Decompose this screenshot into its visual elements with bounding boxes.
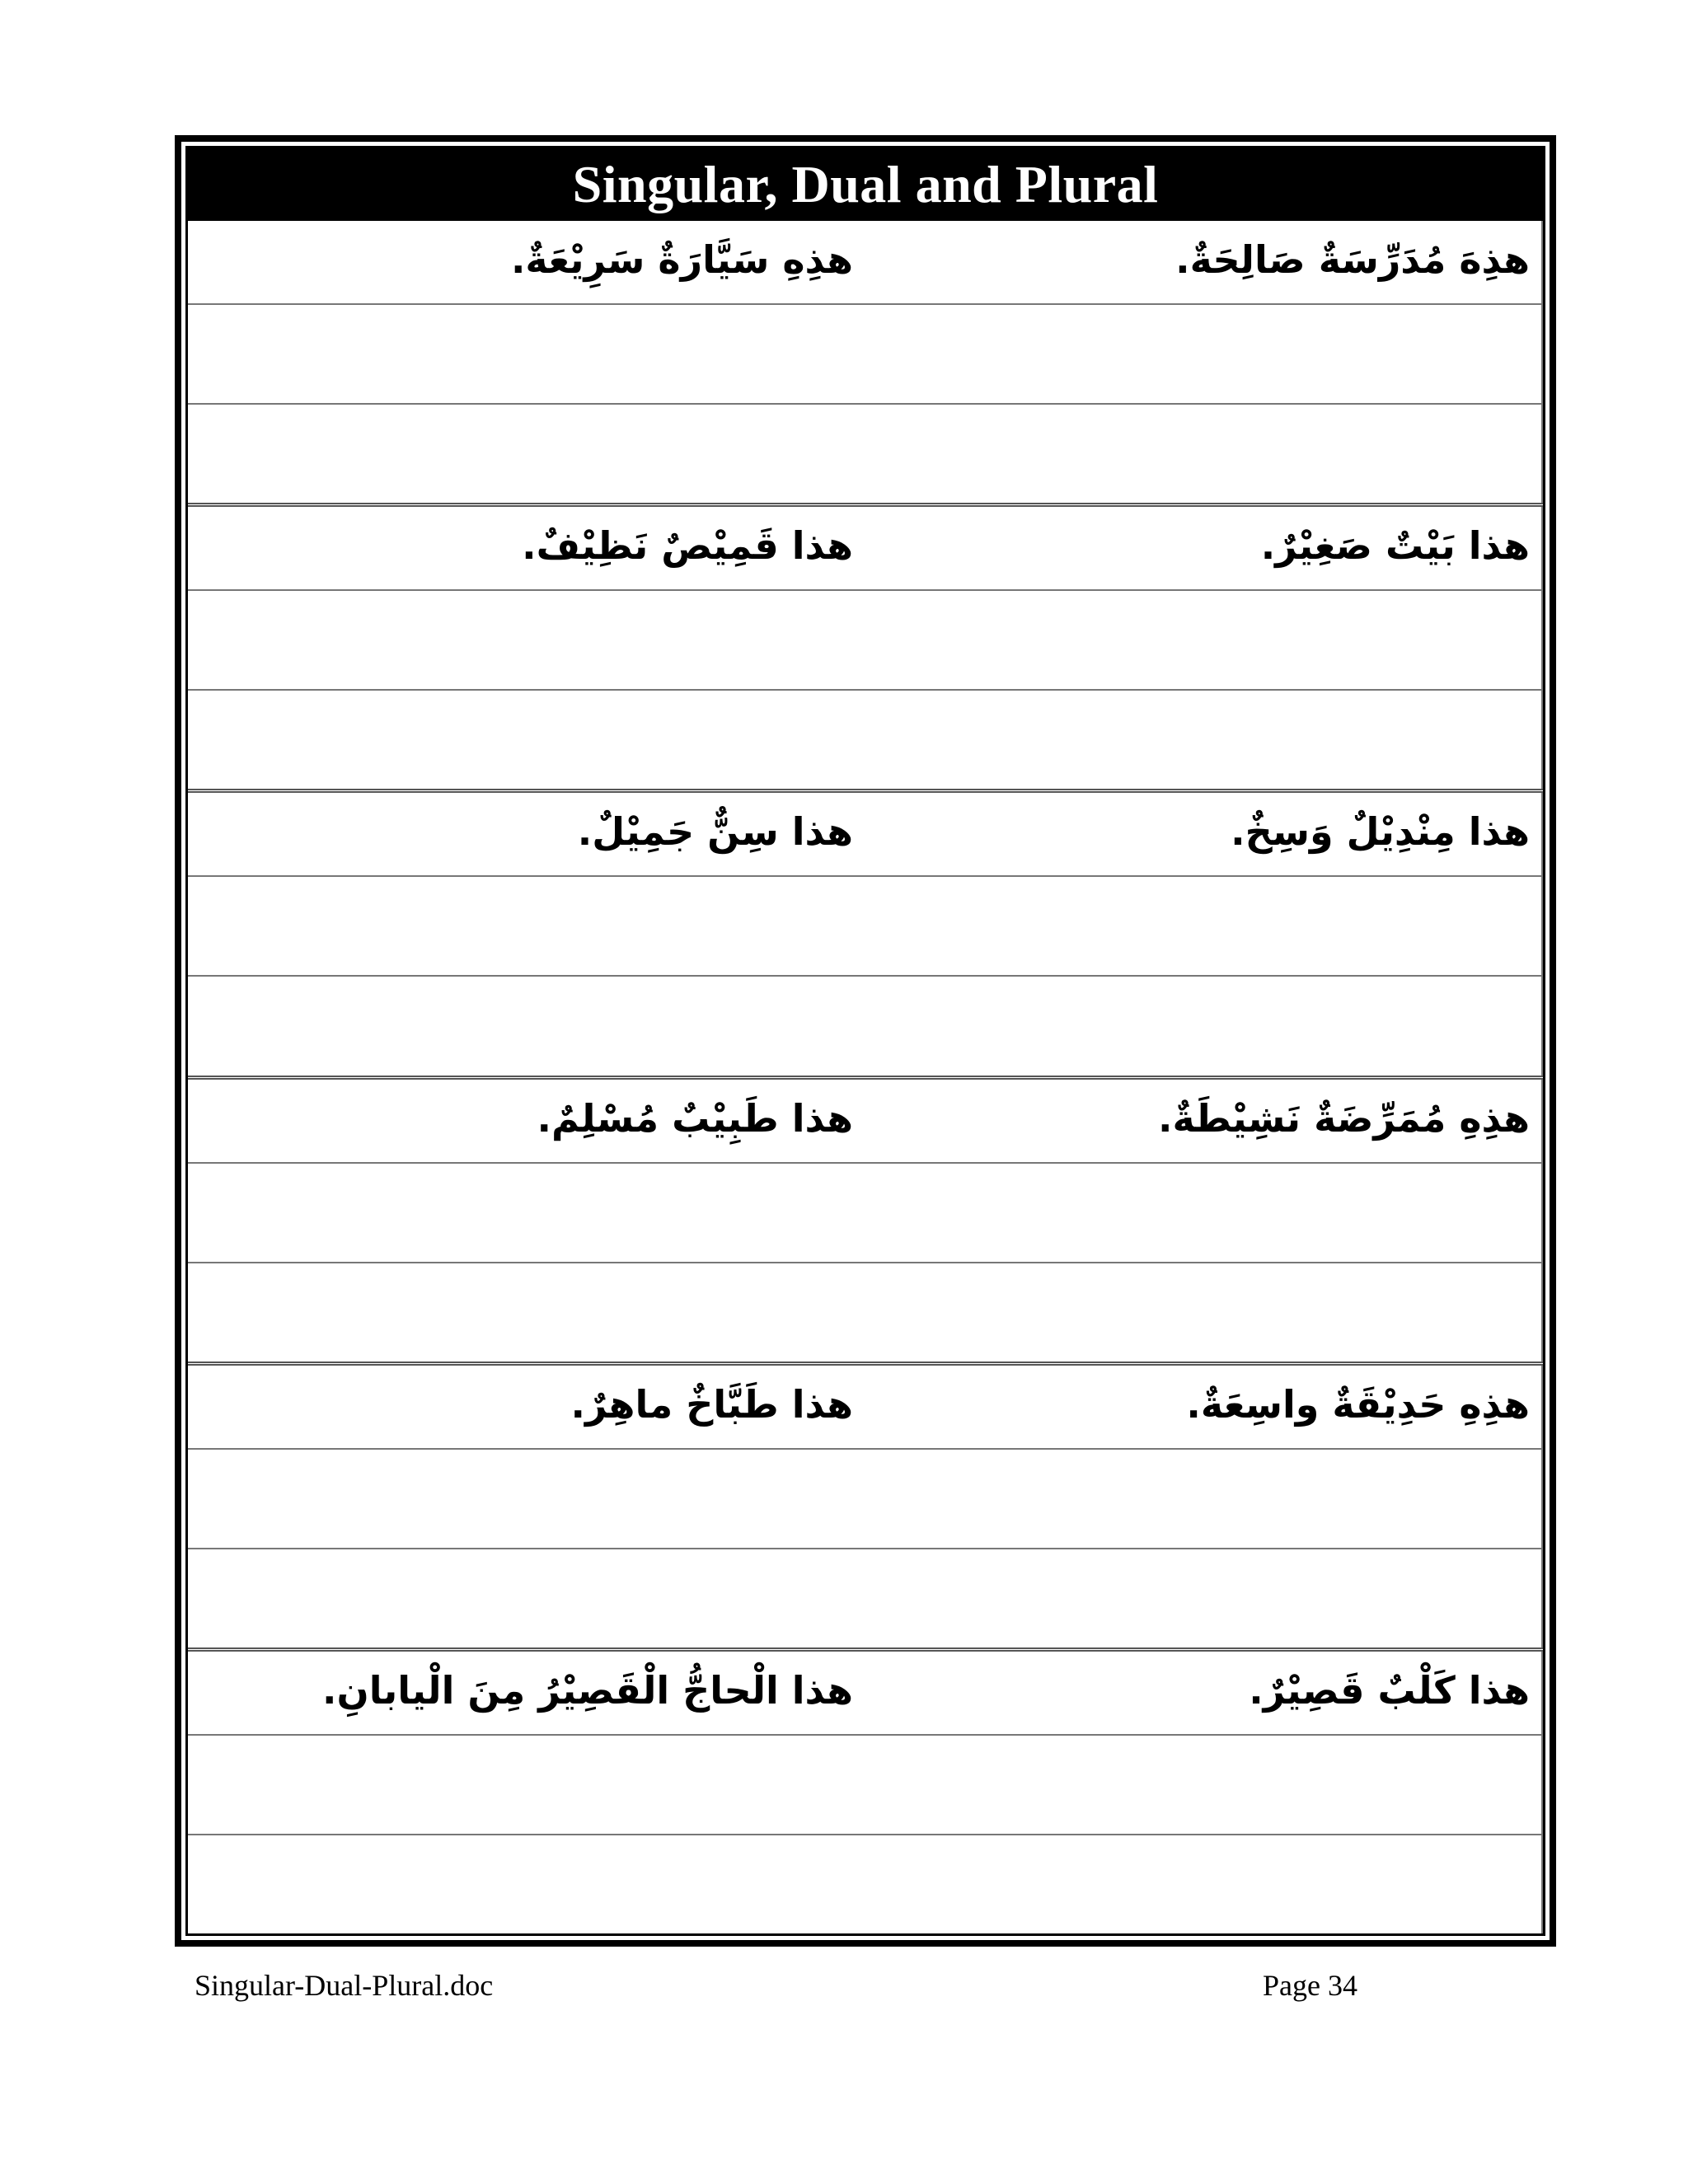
left-answer-cell[interactable] — [188, 405, 865, 503]
answer-row-dual — [188, 1448, 1543, 1548]
right-sentence-cell: هذا كَلْبٌ قَصِيْرٌ. — [865, 1652, 1543, 1734]
answer-row-plural — [188, 1262, 1543, 1361]
left-answer-cell[interactable] — [188, 1164, 865, 1262]
prompt-row — [188, 1366, 1543, 1448]
sentence-group-3 — [188, 789, 1543, 1075]
right-sentence-cell: هذِهَ مُدَرِّسَةٌ صَالِحَةٌ. — [865, 221, 1543, 303]
prompt-row — [188, 507, 1543, 589]
answer-row-plural — [188, 1548, 1543, 1647]
answer-row-dual — [188, 1162, 1543, 1262]
footer-filename: Singular-Dual-Plural.doc — [195, 1969, 494, 2002]
sentence-group-1 — [188, 221, 1543, 503]
sentence-group-6 — [188, 1647, 1543, 1933]
right-sentence-cell: هذا بَيْتٌ صَغِيْرٌ. — [865, 507, 1543, 589]
right-answer-cell[interactable] — [865, 1450, 1543, 1548]
right-answer-cell[interactable] — [865, 405, 1543, 503]
right-answer-cell[interactable] — [865, 305, 1543, 403]
answer-row-dual — [188, 303, 1543, 403]
right-answer-cell[interactable] — [865, 1835, 1543, 1933]
worksheet-inner-frame — [185, 146, 1545, 1936]
right-answer-cell[interactable] — [865, 591, 1543, 689]
sentence-group-4 — [188, 1076, 1543, 1361]
right-answer-cell[interactable] — [865, 1736, 1543, 1834]
prompt-row — [188, 1652, 1543, 1734]
right-answer-cell[interactable] — [865, 1164, 1543, 1262]
answer-row-plural — [188, 1834, 1543, 1933]
answer-row-plural — [188, 689, 1543, 789]
left-sentence-cell: هذا قَمِيْصٌ نَظِيْفٌ. — [522, 523, 853, 569]
right-answer-cell[interactable] — [865, 1263, 1543, 1361]
left-sentence-cell: هذا طَبَّاخٌ ماهِرٌ. — [570, 1381, 853, 1427]
left-answer-cell[interactable] — [188, 1835, 865, 1933]
worksheet-title: Singular, Dual and Plural — [188, 148, 1543, 221]
left-sentence-cell: هذا طَبِيْبٌ مُسْلِمٌ. — [537, 1095, 853, 1141]
answer-row-dual — [188, 1734, 1543, 1834]
answer-row-plural — [188, 975, 1543, 1075]
right-answer-cell[interactable] — [865, 977, 1543, 1075]
prompt-row — [188, 221, 1543, 303]
left-answer-cell[interactable] — [188, 1736, 865, 1834]
left-answer-cell[interactable] — [188, 877, 865, 975]
left-answer-cell[interactable] — [188, 977, 865, 1075]
right-answer-cell[interactable] — [865, 1549, 1543, 1647]
worksheet-grid — [188, 221, 1543, 1933]
left-answer-cell[interactable] — [188, 1263, 865, 1361]
prompt-row — [188, 1080, 1543, 1162]
right-answer-cell[interactable] — [865, 691, 1543, 789]
right-sentence-cell: هذِهِ مُمَرِّضَةٌ نَشِيْطَةٌ. — [865, 1080, 1543, 1162]
left-answer-cell[interactable] — [188, 591, 865, 689]
sentence-group-2 — [188, 503, 1543, 789]
right-sentence-cell: هذا مِنْدِيْلٌ وَسِخٌ. — [865, 793, 1543, 875]
left-answer-cell[interactable] — [188, 305, 865, 403]
answer-row-dual — [188, 875, 1543, 975]
worksheet-frame — [175, 135, 1556, 1947]
left-answer-cell[interactable] — [188, 691, 865, 789]
answer-row-dual — [188, 589, 1543, 689]
left-sentence-cell: هذا الْحاجُّ الْقَصِيْرُ مِنَ الْيابانِ. — [321, 1667, 853, 1713]
sentence-group-5 — [188, 1361, 1543, 1647]
left-answer-cell[interactable] — [188, 1549, 865, 1647]
right-answer-cell[interactable] — [865, 877, 1543, 975]
left-sentence-cell: هذِهِ سَيَّارَةٌ سَرِيْعَةٌ. — [510, 237, 853, 282]
left-sentence-cell: هذا سِنٌّ جَمِيْلٌ. — [577, 809, 853, 855]
footer-page-number: Page 34 — [1263, 1969, 1357, 2002]
left-answer-cell[interactable] — [188, 1450, 865, 1548]
prompt-row — [188, 793, 1543, 875]
answer-row-plural — [188, 403, 1543, 503]
right-sentence-cell: هذِهِ حَدِيْقَةٌ واسِعَةٌ. — [865, 1366, 1543, 1448]
